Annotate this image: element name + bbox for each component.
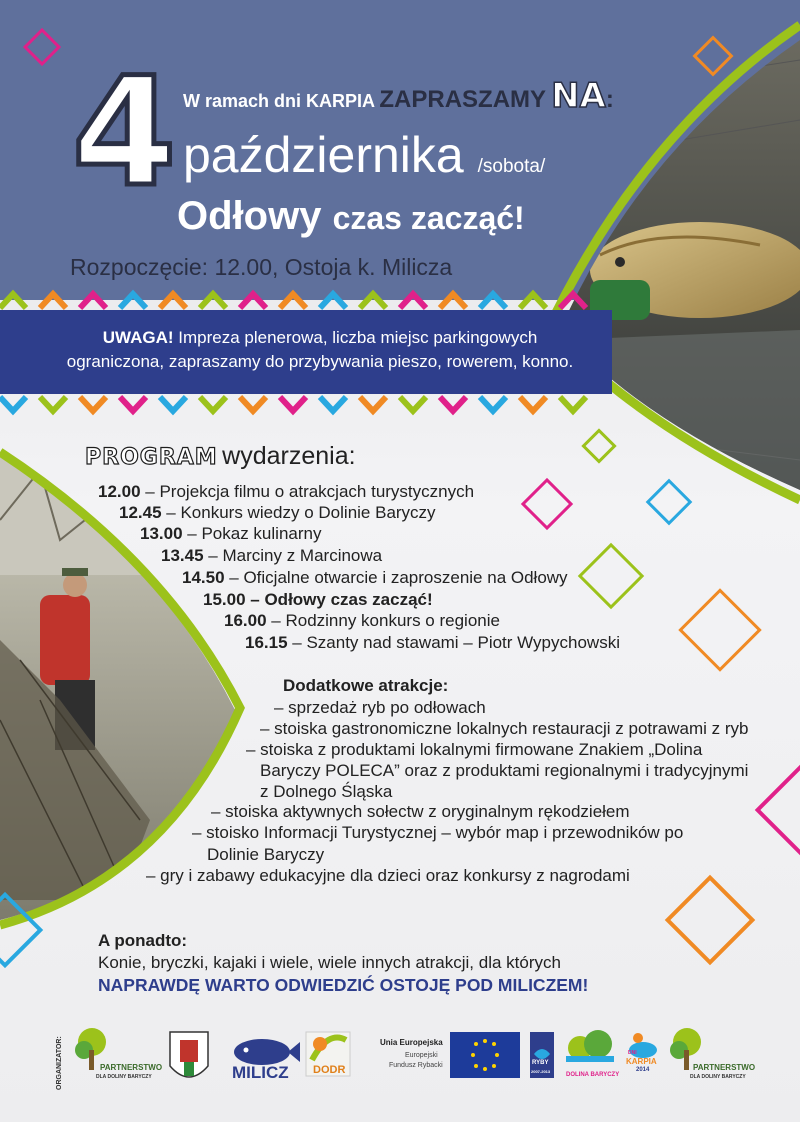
eu-flag-logo: [450, 1032, 520, 1078]
milicz-fish-logo: [234, 1039, 300, 1065]
program-text: – Odłowy czas zacząć!: [250, 590, 433, 609]
extras-line: – stoisko Informacji Turystycznej – wybór map i przewodników po: [192, 823, 684, 842]
eu-line-1: Europejski: [405, 1052, 438, 1059]
dolina-label: DOLINA BARYCZY: [566, 1072, 620, 1078]
program-text: – Rodzinny konkurs o regionie: [271, 611, 500, 630]
dni-karpia-year: 2014: [636, 1067, 650, 1073]
program-item: [182, 567, 568, 588]
partner1-line1: PARTNERSTWO: [100, 1063, 163, 1072]
dodr-label: DODR: [313, 1064, 346, 1076]
partner2-line1: PARTNERSTWO: [693, 1063, 756, 1072]
extras-line: – gry i zabawy edukacyjne dla dzieci oraz konkursy z nagrodami: [146, 866, 630, 885]
program-title-stylized: PROGRAM: [85, 445, 218, 470]
program-text: – Marciny z Marcinowa: [208, 546, 383, 565]
organizer-label: ORGANIZATOR:: [56, 1036, 63, 1090]
extras-title: Dodatkowe atrakcje:: [283, 676, 449, 695]
partner1-line2: DLA DOLINY BARYCZY: [96, 1074, 152, 1080]
program-time: 13.00: [140, 524, 183, 543]
program-text: – Projekcja filmu o atrakcjach turystycznych: [145, 482, 475, 501]
program-item: [203, 589, 433, 610]
slogan-bold: Odłowy: [177, 194, 322, 238]
dolina-baryczy-logo: [566, 1030, 614, 1062]
intro-colon: :: [605, 86, 614, 113]
date-line: [183, 126, 545, 184]
more-line: Konie, bryczki, kajaki i wiele, wiele innych atrakcji, dla których: [98, 953, 561, 972]
program-item: [245, 632, 620, 653]
na-text: NA: [551, 76, 606, 116]
notice-line-1: Impreza plenerowa, liczba miejsc parkingowych: [178, 328, 538, 347]
more-heading: A ponadto:: [98, 931, 188, 950]
program-title-rest: wydarzenia:: [222, 442, 356, 470]
extras-line: Baryczy POLECA” oraz z produktami regionalnymi i tradycyjnymi: [260, 761, 749, 780]
slogan: [177, 194, 525, 239]
program-heading: [85, 442, 356, 471]
intro-line: [183, 76, 614, 116]
program-time: 12.45: [119, 503, 162, 522]
extras-line: – stoiska gastronomiczne lokalnych restauracji z potrawami z ryb: [260, 719, 749, 738]
dni-karpia-line2: KARPIA: [626, 1057, 657, 1066]
program-time: 16.00: [224, 611, 267, 630]
ryby-label: RYBY: [532, 1060, 549, 1066]
eu-line-2: Fundusz Rybacki: [389, 1062, 443, 1069]
program-text: – Pokaz kulinarny: [187, 524, 322, 543]
notice-line-2: ograniczona, zapraszamy do przybywania pieszo, rowerem, konno.: [66, 352, 574, 371]
invite-text: ZAPRASZAMY: [379, 86, 547, 113]
program-time: 13.45: [161, 546, 204, 565]
slogan-rest: czas zacząć!: [332, 200, 525, 236]
program-item: [140, 523, 321, 544]
day-number: 4: [72, 46, 177, 220]
program-text: – Konkurs wiedzy o Dolinie Baryczy: [166, 503, 436, 522]
ryby-years: 2007-2013: [531, 1069, 551, 1074]
weekday: /sobota/: [477, 156, 546, 177]
extras-line: – stoiska aktywnych sołectw z oryginalnym rękodziełem: [211, 802, 630, 821]
extras-line: z Dolnego Śląska: [260, 782, 393, 801]
program-time: 12.00: [98, 482, 141, 501]
program-time: 15.00: [203, 590, 246, 609]
extras-line: Dolinie Baryczy: [207, 845, 325, 864]
program-time: 14.50: [182, 568, 225, 587]
program-item: [161, 545, 382, 566]
extras-line: – stoiska z produktami lokalnymi firmowane Znakiem „Dolina: [246, 740, 703, 759]
notice-label: UWAGA!: [102, 328, 174, 347]
more-section: [98, 930, 588, 996]
month: października: [183, 127, 464, 183]
program-text: – Szanty nad stawami – Piotr Wypychowski: [292, 633, 620, 652]
program-item: [98, 481, 474, 502]
milicz-label: MILICZ: [232, 1063, 289, 1082]
more-cta: NAPRAWDĘ WARTO ODWIEDZIĆ OSTOJĘ POD MILICZEM!: [98, 975, 589, 995]
program-time: 16.15: [245, 633, 288, 652]
program-item: [119, 502, 436, 523]
dni-karpia-line1: DNI: [628, 1050, 637, 1056]
notice: [60, 326, 580, 374]
program-item: [224, 610, 500, 631]
intro-text: W ramach dni KARPIA: [183, 91, 375, 111]
start-time: Rozpoczęcie: 12.00, Ostoja k. Milicza: [70, 254, 453, 280]
eu-title: Unia Europejska: [380, 1038, 443, 1047]
partner2-line2: DLA DOLINY BARYCZY: [690, 1074, 746, 1080]
extras-line: – sprzedaż ryb po odłowach: [274, 698, 486, 717]
program-text: – Oficjalne otwarcie i zaproszenie na Odłowy: [229, 568, 568, 587]
coat-of-arms-logo: [170, 1032, 208, 1077]
